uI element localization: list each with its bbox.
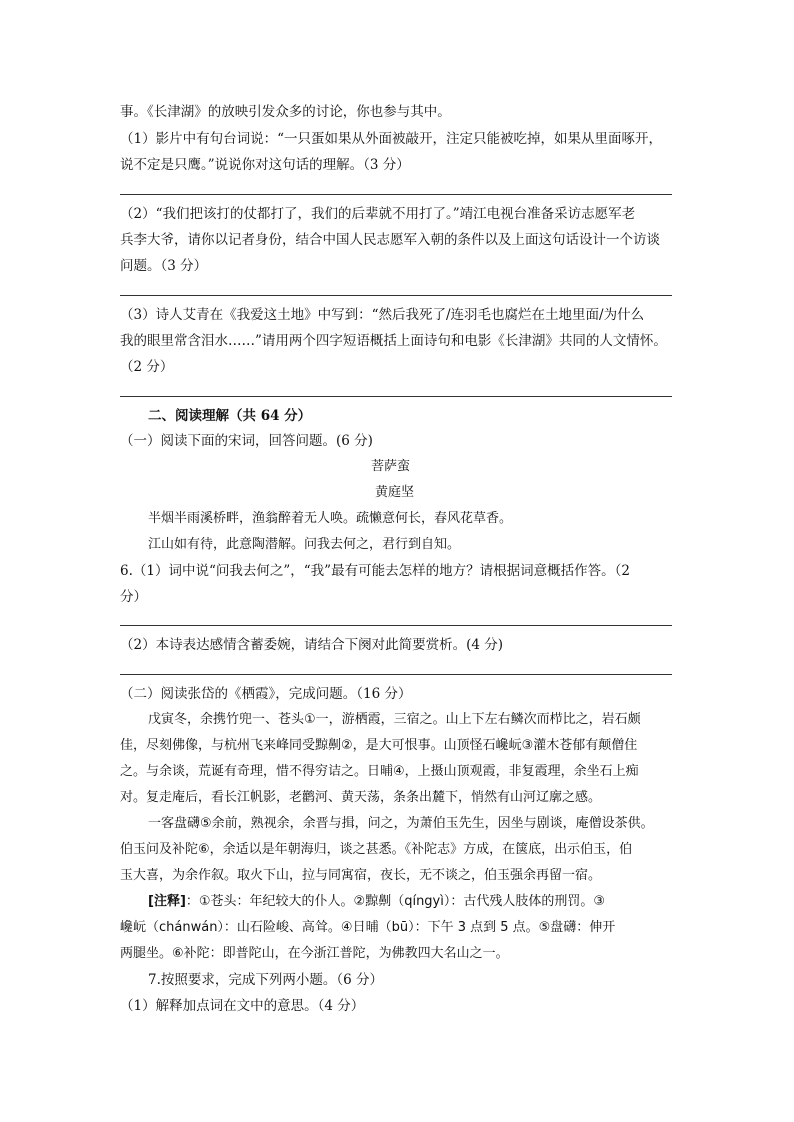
passage-p2-line-1: 一客盘礴⑤余前，熟视余，余晋与揖，问之，为萧伯玉先生，因坐与剧谈，庵僧设茶供。: [148, 816, 654, 831]
poem-line-2: 江山如有待，此意陶潜解。问我去何之，君行到自知。: [148, 537, 461, 552]
part-2-heading: （二）阅读张岱的《栖霞》，完成问题。（16 分）: [120, 686, 412, 702]
question-3-line-2: 我的眼里常含泪水……”请用两个四字短语概括上面诗句和电影《长津湖》共同的人文情怀。: [120, 333, 667, 349]
passage-p1-line-1: 戊寅冬，余携竹兜一、苍头①一，游栖霞，三宿之。山上下左右鳞次而栉比之，岩石颇: [148, 712, 641, 727]
part-1-heading: （一）阅读下面的宋词，回答问题。(6 分): [120, 433, 373, 449]
notes-line-2: 巉岏（chánwán）：山石险峻、高耸。④日晡（bū）：下午 3 点到 5 点。⑤盘礴：伸开: [120, 920, 616, 935]
question-7: 7.按照要求，完成下列两小题。（6 分）: [148, 972, 384, 988]
question-7-1: （1）解释加点词在文中的意思。（4 分）: [120, 998, 365, 1014]
section-2-title: 二、阅读理解（共 64 分）: [148, 408, 312, 424]
question-1-line-1: （1）影片中有句台词说：“一只蛋如果从外面被敲开，注定只能被吃掉，如果从里面啄开，: [120, 131, 662, 147]
question-3-line-1: （3）诗人艾青在《我爱这土地》中写到：“然后我死了/连羽毛也腐烂在土地里面/为什么: [120, 307, 645, 323]
poem-line-1: 半烟半雨溪桥畔，渔翁醉着无人唤。疏懒意何长，春风花草香。: [148, 511, 513, 526]
passage-p2-line-2: 伯玉问及补陀⑥，余适以是年朝海归，谈之甚悉。《补陀志》方成，在箧底，出示伯玉，伯: [120, 842, 633, 857]
answer-line-4[interactable]: [120, 625, 672, 626]
question-6-line-2: 分）: [120, 589, 147, 605]
intro-text: 事。《长津湖》的放映引发众多的讨论，你也参与其中。: [120, 104, 451, 120]
question-1-line-2: 说不定是只鹰。”说说你对这句话的理解。（3 分）: [120, 157, 410, 173]
answer-line-5[interactable]: [120, 674, 672, 675]
answer-line-1[interactable]: [120, 194, 672, 195]
passage-p2-line-3: 玉大喜，为余作叙。取火下山，拉与同寓宿，夜长，无不谈之，伯玉强余再留一宿。: [120, 868, 602, 883]
question-2-line-1: （2）“我们把该打的仗都打了，我们的后辈就不用打了。”靖江电视台准备采访志愿军老: [120, 206, 636, 222]
poem-author: 黄庭坚: [375, 485, 415, 500]
question-6-2: （2）本诗表达感情含蓄委婉，请结合下阕对此简要赏析。(4 分): [120, 637, 504, 653]
question-2-line-2: 兵李大爷，请你以记者身份，结合中国人民志愿军入朝的条件以及上面这句话设计一个访谈: [120, 232, 660, 248]
question-6-line-1: 6.（1）词中说“问我去何之”，“我”最有可能去怎样的地方？请根据词意概括作答。（2: [120, 563, 630, 579]
question-2-line-3: 问题。（3 分）: [120, 258, 208, 274]
notes-line-1: [148, 894, 605, 910]
passage-p1-line-4: 对。复走庵后，看长江帆影，老鹳河、黄天荡，条条出麓下，悄然有山河辽廓之感。: [120, 790, 602, 805]
notes-label: [注释]: [148, 894, 186, 909]
notes-text-1: ：①苍头：年纪较大的仆人。②黥劓（qíngyì）：古代残人肢体的刑罚。③: [185, 894, 606, 909]
passage-p1-line-3: 之。与余谈，荒诞有奇理，惜不得穷诘之。日晡④，上摄山顶观霞，非复霞理，余坐石上痴: [120, 764, 639, 779]
notes-line-3: 两腿坐。⑥补陀：即普陀山，在今浙江普陀，为佛教四大名山之一。: [120, 946, 509, 961]
question-3-line-3: （2 分）: [120, 359, 174, 375]
answer-line-3[interactable]: [120, 396, 672, 397]
poem-title: 菩萨蛮: [371, 459, 411, 474]
passage-p1-line-2: 佳，尽刻佛像，与杭州飞来峰同受黥劓②，是大可恨事。山顶怪石巉岏③灌木苍郁有颠僧住: [120, 738, 638, 753]
answer-line-2[interactable]: [120, 295, 672, 296]
